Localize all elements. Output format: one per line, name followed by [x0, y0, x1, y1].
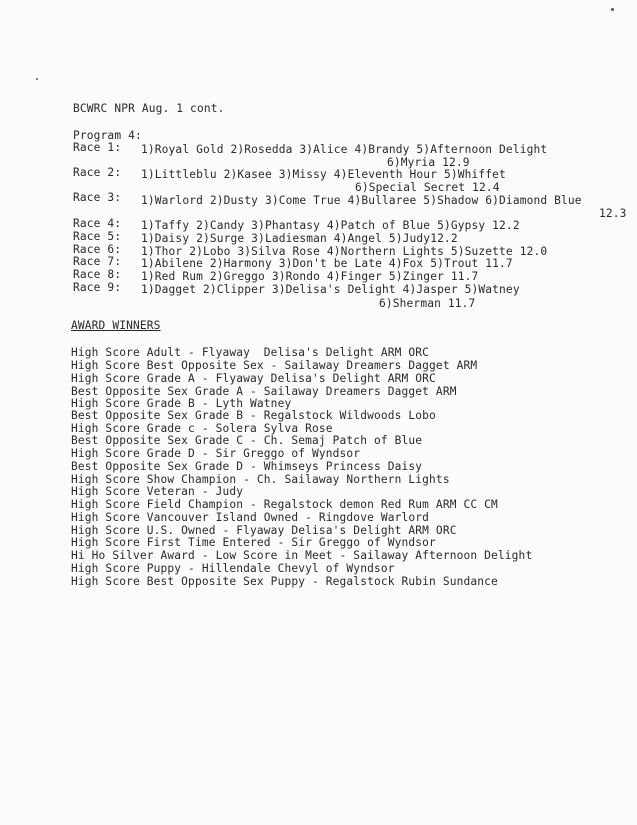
race-results: 1)Abilene 2)Harmony 3)Don't be Late 4)Fox 5)Trout 11.7 [141, 257, 513, 270]
award-entry: High Score Show Champion - Ch. Sailaway Northern Lights [71, 473, 450, 486]
document-header: BCWRC NPR Aug. 1 cont. [73, 102, 225, 115]
race-results: 1)Daisy 2)Surge 3)Ladiesman 4)Angel 5)Judy12.2 [141, 232, 458, 245]
race-label: Race 4: [73, 217, 122, 230]
race-label: Race 5: [73, 230, 122, 243]
paper-speck [36, 78, 38, 80]
race-continuation: 6)Sherman 11.7 [379, 297, 476, 310]
award-entry: High Score Grade A - Flyaway Delisa's Delight ARM ORC [71, 372, 436, 385]
race-results: 1)Littleblu 2)Kasee 3)Missy 4)Eleventh Hour 5)Whiffet [141, 168, 506, 181]
paper-speck [611, 8, 614, 11]
awards-heading: AWARD WINNERS [71, 319, 161, 332]
award-entry: Best Opposite Sex Grade B - Regalstock Wildwoods Lobo [71, 409, 436, 422]
race-continuation: 6)Special Secret 12.4 [355, 181, 500, 194]
race-label: Race 2: [73, 166, 122, 179]
race-continuation: 12.3 [599, 207, 627, 220]
award-entry: High Score First Time Entered - Sir Greggo of Wyndsor [71, 536, 436, 549]
award-entry: High Score Puppy - Hillendale Chevyl of Wyndsor [71, 562, 395, 575]
award-entry: High Score Adult - Flyaway Delisa's Delight ARM ORC [71, 346, 430, 359]
race-results: 1)Thor 2)Lobo 3)Silva Rose 4)Northern Lights 5)Suzette 12.0 [141, 245, 548, 258]
race-results: 1)Red Rum 2)Greggo 3)Rondo 4)Finger 5)Zinger 11.7 [141, 270, 479, 283]
race-label: Race 6: [73, 243, 122, 256]
award-entry: High Score Vancouver Island Owned - Ringdove Warlord [71, 511, 430, 524]
race-results: 1)Royal Gold 2)Rosedda 3)Alice 4)Brandy 5)Afternoon Delight [141, 143, 548, 156]
award-entry: High Score Best Opposite Sex Puppy - Regalstock Rubin Sundance [71, 575, 498, 588]
award-entry: High Score Grade D - Sir Greggo of Wyndsor [71, 447, 361, 460]
race-results: 1)Warlord 2)Dusty 3)Come True 4)Bullaree 5)Shadow 6)Diamond Blue [141, 194, 582, 207]
award-entry: High Score Field Champion - Regalstock demon Red Rum ARM CC CM [71, 498, 498, 511]
race-label: Race 9: [73, 281, 122, 294]
award-entry: Best Opposite Sex Grade A - Sailaway Dreamers Dagget ARM [71, 385, 457, 398]
race-label: Race 1: [73, 141, 122, 154]
award-entry: High Score U.S. Owned - Flyaway Delisa's Delight ARM ORC [71, 524, 457, 537]
race-continuation: 6)Myria 12.9 [387, 156, 470, 169]
award-entry: High Score Grade c - Solera Sylva Rose [71, 422, 333, 435]
race-results: 1)Taffy 2)Candy 3)Phantasy 4)Patch of Blue 5)Gypsy 12.2 [141, 219, 520, 232]
race-results: 1)Dagget 2)Clipper 3)Delisa's Delight 4)Jasper 5)Watney [141, 283, 520, 296]
award-entry: Best Opposite Sex Grade D - Whimseys Princess Daisy [71, 460, 423, 473]
race-label: Race 3: [73, 191, 122, 204]
race-label: Race 8: [73, 268, 122, 281]
award-entry: Best Opposite Sex Grade C - Ch. Semaj Patch of Blue [71, 434, 423, 447]
program-title: Program 4: [73, 129, 142, 142]
award-entry: High Score Veteran - Judy [71, 485, 244, 498]
award-entry: High Score Grade B - Lyth Watney [71, 397, 292, 410]
award-entry: High Score Best Opposite Sex - Sailaway Dreamers Dagget ARM [71, 359, 478, 372]
award-entry: Hi Ho Silver Award - Low Score in Meet - Sailaway Afternoon Delight [71, 549, 533, 562]
race-label: Race 7: [73, 255, 122, 268]
